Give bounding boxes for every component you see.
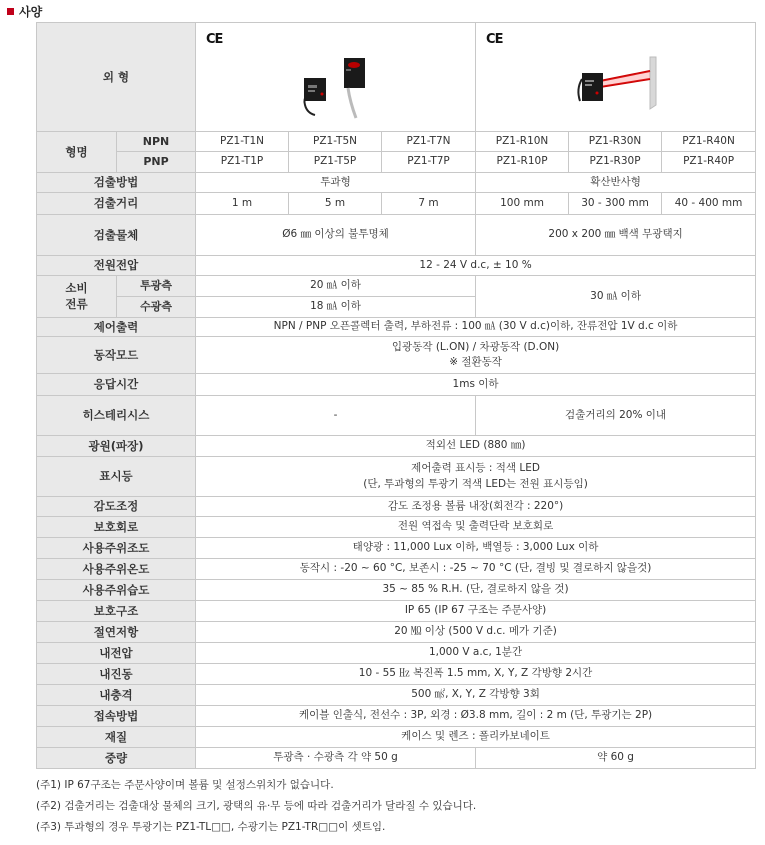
row-shock (37, 685, 756, 706)
section-title: 사양 (19, 4, 43, 19)
response-time-value: 1ms 이하 (196, 374, 756, 396)
row-ambient-humidity (37, 580, 756, 601)
hysteresis-through-value: - (196, 396, 476, 436)
row-detection-object (37, 215, 756, 256)
distance-cell: 1 m (196, 193, 289, 215)
label-operation-mode: 동작모드 (37, 337, 196, 374)
label-receiver: 수광측 (117, 297, 196, 318)
protection-structure-value: IP 65 (IP 67 구조는 주문사양) (196, 601, 756, 622)
label-response-time: 응답시간 (37, 374, 196, 396)
ambient-temperature-value: 동작시 : -20 ~ 60 °C, 보존시 : -25 ~ 70 °C (단, 결빙 및 결로하지 않을것) (196, 559, 756, 580)
weight-through-value: 투광측 · 수광측 각 약 50 g (196, 748, 476, 769)
label-appearance: 외 형 (37, 23, 196, 132)
diffuse-sensor-image (476, 23, 756, 132)
indicator-value (196, 457, 756, 497)
indicator-line-1: 제어출력 표시등 : 적색 LED (411, 462, 540, 475)
diffuse-image-cell (476, 23, 756, 132)
operation-mode-value (196, 337, 756, 374)
model-npn-cell: PZ1-R30N (569, 132, 662, 152)
operation-mode-line-2: ※ 절환동작 (449, 356, 502, 368)
model-pnp-cell: PZ1-T1P (196, 152, 289, 173)
weight-diffuse-value: 약 60 g (476, 748, 756, 769)
label-insulation-resistance: 절연저항 (37, 622, 196, 643)
distance-cell: 30 - 300 mm (569, 193, 662, 215)
label-detection-distance: 검출거리 (37, 193, 196, 215)
ce-mark-logo: CE (486, 32, 503, 47)
current-emitter-value: 20 ㎃ 이하 (196, 276, 476, 297)
light-source-value: 적외선 LED (880 ㎚) (196, 436, 756, 457)
connection-value: 케이블 인출식, 전선수 : 3P, 외경 : Ø3.8 mm, 길이 : 2 m (단, 투광기는 2P) (196, 706, 756, 727)
shock-value: 500 ㎨, X, Y, Z 각방향 3회 (196, 685, 756, 706)
label-model: 형명 (37, 132, 117, 173)
through-beam-image-cell (196, 23, 476, 132)
footnote: (주2) 검출거리는 검출대상 물체의 크기, 광택의 유·무 등에 따라 검출거리가 달라질 수 있습니다. (36, 800, 477, 812)
current-diffuse-value: 30 ㎃ 이하 (476, 276, 756, 318)
row-ambient-illumination (37, 538, 756, 559)
method-through-cell: 투과형 (196, 173, 476, 193)
row-ambient-temperature (37, 559, 756, 580)
label-detection-object: 검출물체 (37, 215, 196, 256)
label-emitter: 투광측 (117, 276, 196, 297)
label-control-output: 제어출력 (37, 318, 196, 337)
spec-table (36, 22, 756, 769)
label-ambient-temperature: 사용주위온도 (37, 559, 196, 580)
model-pnp-cell: PZ1-T5P (289, 152, 382, 173)
row-power-voltage (37, 256, 756, 276)
row-model-pnp (37, 152, 756, 173)
hysteresis-diffuse-value: 검출거리의 20% 이내 (476, 396, 756, 436)
label-sensitivity: 감도조정 (37, 497, 196, 517)
label-ambient-illumination: 사용주위조도 (37, 538, 196, 559)
label-protection-structure: 보호구조 (37, 601, 196, 622)
row-vibration (37, 664, 756, 685)
label-weight: 중량 (37, 748, 196, 769)
section-header (7, 3, 42, 19)
bullet-square-icon (7, 8, 14, 15)
model-pnp-cell: PZ1-R30P (569, 152, 662, 173)
row-current-emitter (37, 276, 756, 297)
distance-cell: 100 mm (476, 193, 569, 215)
model-npn-cell: PZ1-T5N (289, 132, 382, 152)
row-detection-distance (37, 193, 756, 215)
object-through-cell: Ø6 ㎜ 이상의 불투명체 (196, 215, 476, 256)
model-npn-cell: PZ1-T1N (196, 132, 289, 152)
row-detection-method (37, 173, 756, 193)
model-pnp-cell: PZ1-T7P (382, 152, 476, 173)
row-connection (37, 706, 756, 727)
model-pnp-cell: PZ1-R40P (662, 152, 756, 173)
through-beam-sensor-image (196, 23, 472, 132)
label-detection-method: 검출방법 (37, 173, 196, 193)
row-response-time (37, 374, 756, 396)
label-pnp: PNP (117, 152, 196, 173)
label-indicator: 표시등 (37, 457, 196, 497)
method-diffuse-cell: 확산반사형 (476, 173, 756, 193)
label-ambient-humidity: 사용주위습도 (37, 580, 196, 601)
label-npn: NPN (117, 132, 196, 152)
row-model-npn (37, 132, 756, 152)
row-material (37, 727, 756, 748)
footnotes (36, 775, 755, 838)
row-protection-structure (37, 601, 756, 622)
row-operation-mode (37, 337, 756, 374)
row-dielectric-strength (37, 643, 756, 664)
footnote: (주3) 투과형의 경우 투광기는 PZ1-TL□□, 수광기는 PZ1-TR□□이 셋트임. (36, 821, 386, 833)
ambient-humidity-value: 35 ~ 85 % R.H. (단, 결로하지 않을 것) (196, 580, 756, 601)
object-diffuse-cell: 200 x 200 ㎜ 백색 무광택지 (476, 215, 756, 256)
label-power-voltage: 전원전압 (37, 256, 196, 276)
row-protection-circuit (37, 517, 756, 538)
label-vibration: 내진동 (37, 664, 196, 685)
vibration-value: 10 - 55 ㎐ 복진폭 1.5 mm, X, Y, Z 각방향 2시간 (196, 664, 756, 685)
row-sensitivity (37, 497, 756, 517)
row-indicator (37, 457, 756, 497)
label-connection: 접속방법 (37, 706, 196, 727)
model-pnp-cell: PZ1-R10P (476, 152, 569, 173)
row-insulation-resistance (37, 622, 756, 643)
label-consumption-current: 소비 전류 (37, 276, 117, 318)
distance-cell: 7 m (382, 193, 476, 215)
operation-mode-line-1: 입광동작 (L.ON) / 차광동작 (D.ON) (391, 340, 560, 353)
footnote: (주1) IP 67구조는 주문사양이며 볼륨 및 설정스위치가 없습니다. (36, 779, 334, 791)
control-output-value: NPN / PNP 오픈콜렉터 출력, 부하전류 : 100 ㎃ (30 V d.c)이하, 잔류전압 1V d.c 이하 (196, 318, 756, 337)
ambient-illumination-value: 태양광 : 11,000 Lux 이하, 백열등 : 3,000 Lux 이하 (196, 538, 756, 559)
model-npn-cell: PZ1-R40N (662, 132, 756, 152)
indicator-line-2: (단, 투과형의 투광기 적색 LED는 전원 표시등임) (363, 477, 588, 490)
current-receiver-value: 18 ㎃ 이하 (196, 297, 476, 318)
row-appearance (37, 23, 756, 132)
insulation-resistance-value: 20 ㏁ 이상 (500 V d.c. 메가 기준) (196, 622, 756, 643)
sensitivity-value: 감도 조정용 볼륨 내장(회전각 : 220°) (196, 497, 756, 517)
ce-mark-logo: CE (206, 32, 223, 47)
label-protection-circuit: 보호회로 (37, 517, 196, 538)
row-hysteresis (37, 396, 756, 436)
material-value: 케이스 및 렌즈 : 폴리카보네이트 (196, 727, 756, 748)
row-light-source (37, 436, 756, 457)
distance-cell: 5 m (289, 193, 382, 215)
dielectric-strength-value: 1,000 V a.c, 1분간 (196, 643, 756, 664)
label-light-source: 광원(파장) (37, 436, 196, 457)
label-material: 재질 (37, 727, 196, 748)
protection-circuit-value: 전원 역접속 및 출력단락 보호회로 (196, 517, 756, 538)
label-shock: 내충격 (37, 685, 196, 706)
label-dielectric-strength: 내전압 (37, 643, 196, 664)
distance-cell: 40 - 400 mm (662, 193, 756, 215)
power-voltage-value: 12 - 24 V d.c, ± 10 % (196, 256, 756, 276)
model-npn-cell: PZ1-T7N (382, 132, 476, 152)
label-hysteresis: 히스테리시스 (37, 396, 196, 436)
row-control-output (37, 318, 756, 337)
row-weight (37, 748, 756, 769)
model-npn-cell: PZ1-R10N (476, 132, 569, 152)
